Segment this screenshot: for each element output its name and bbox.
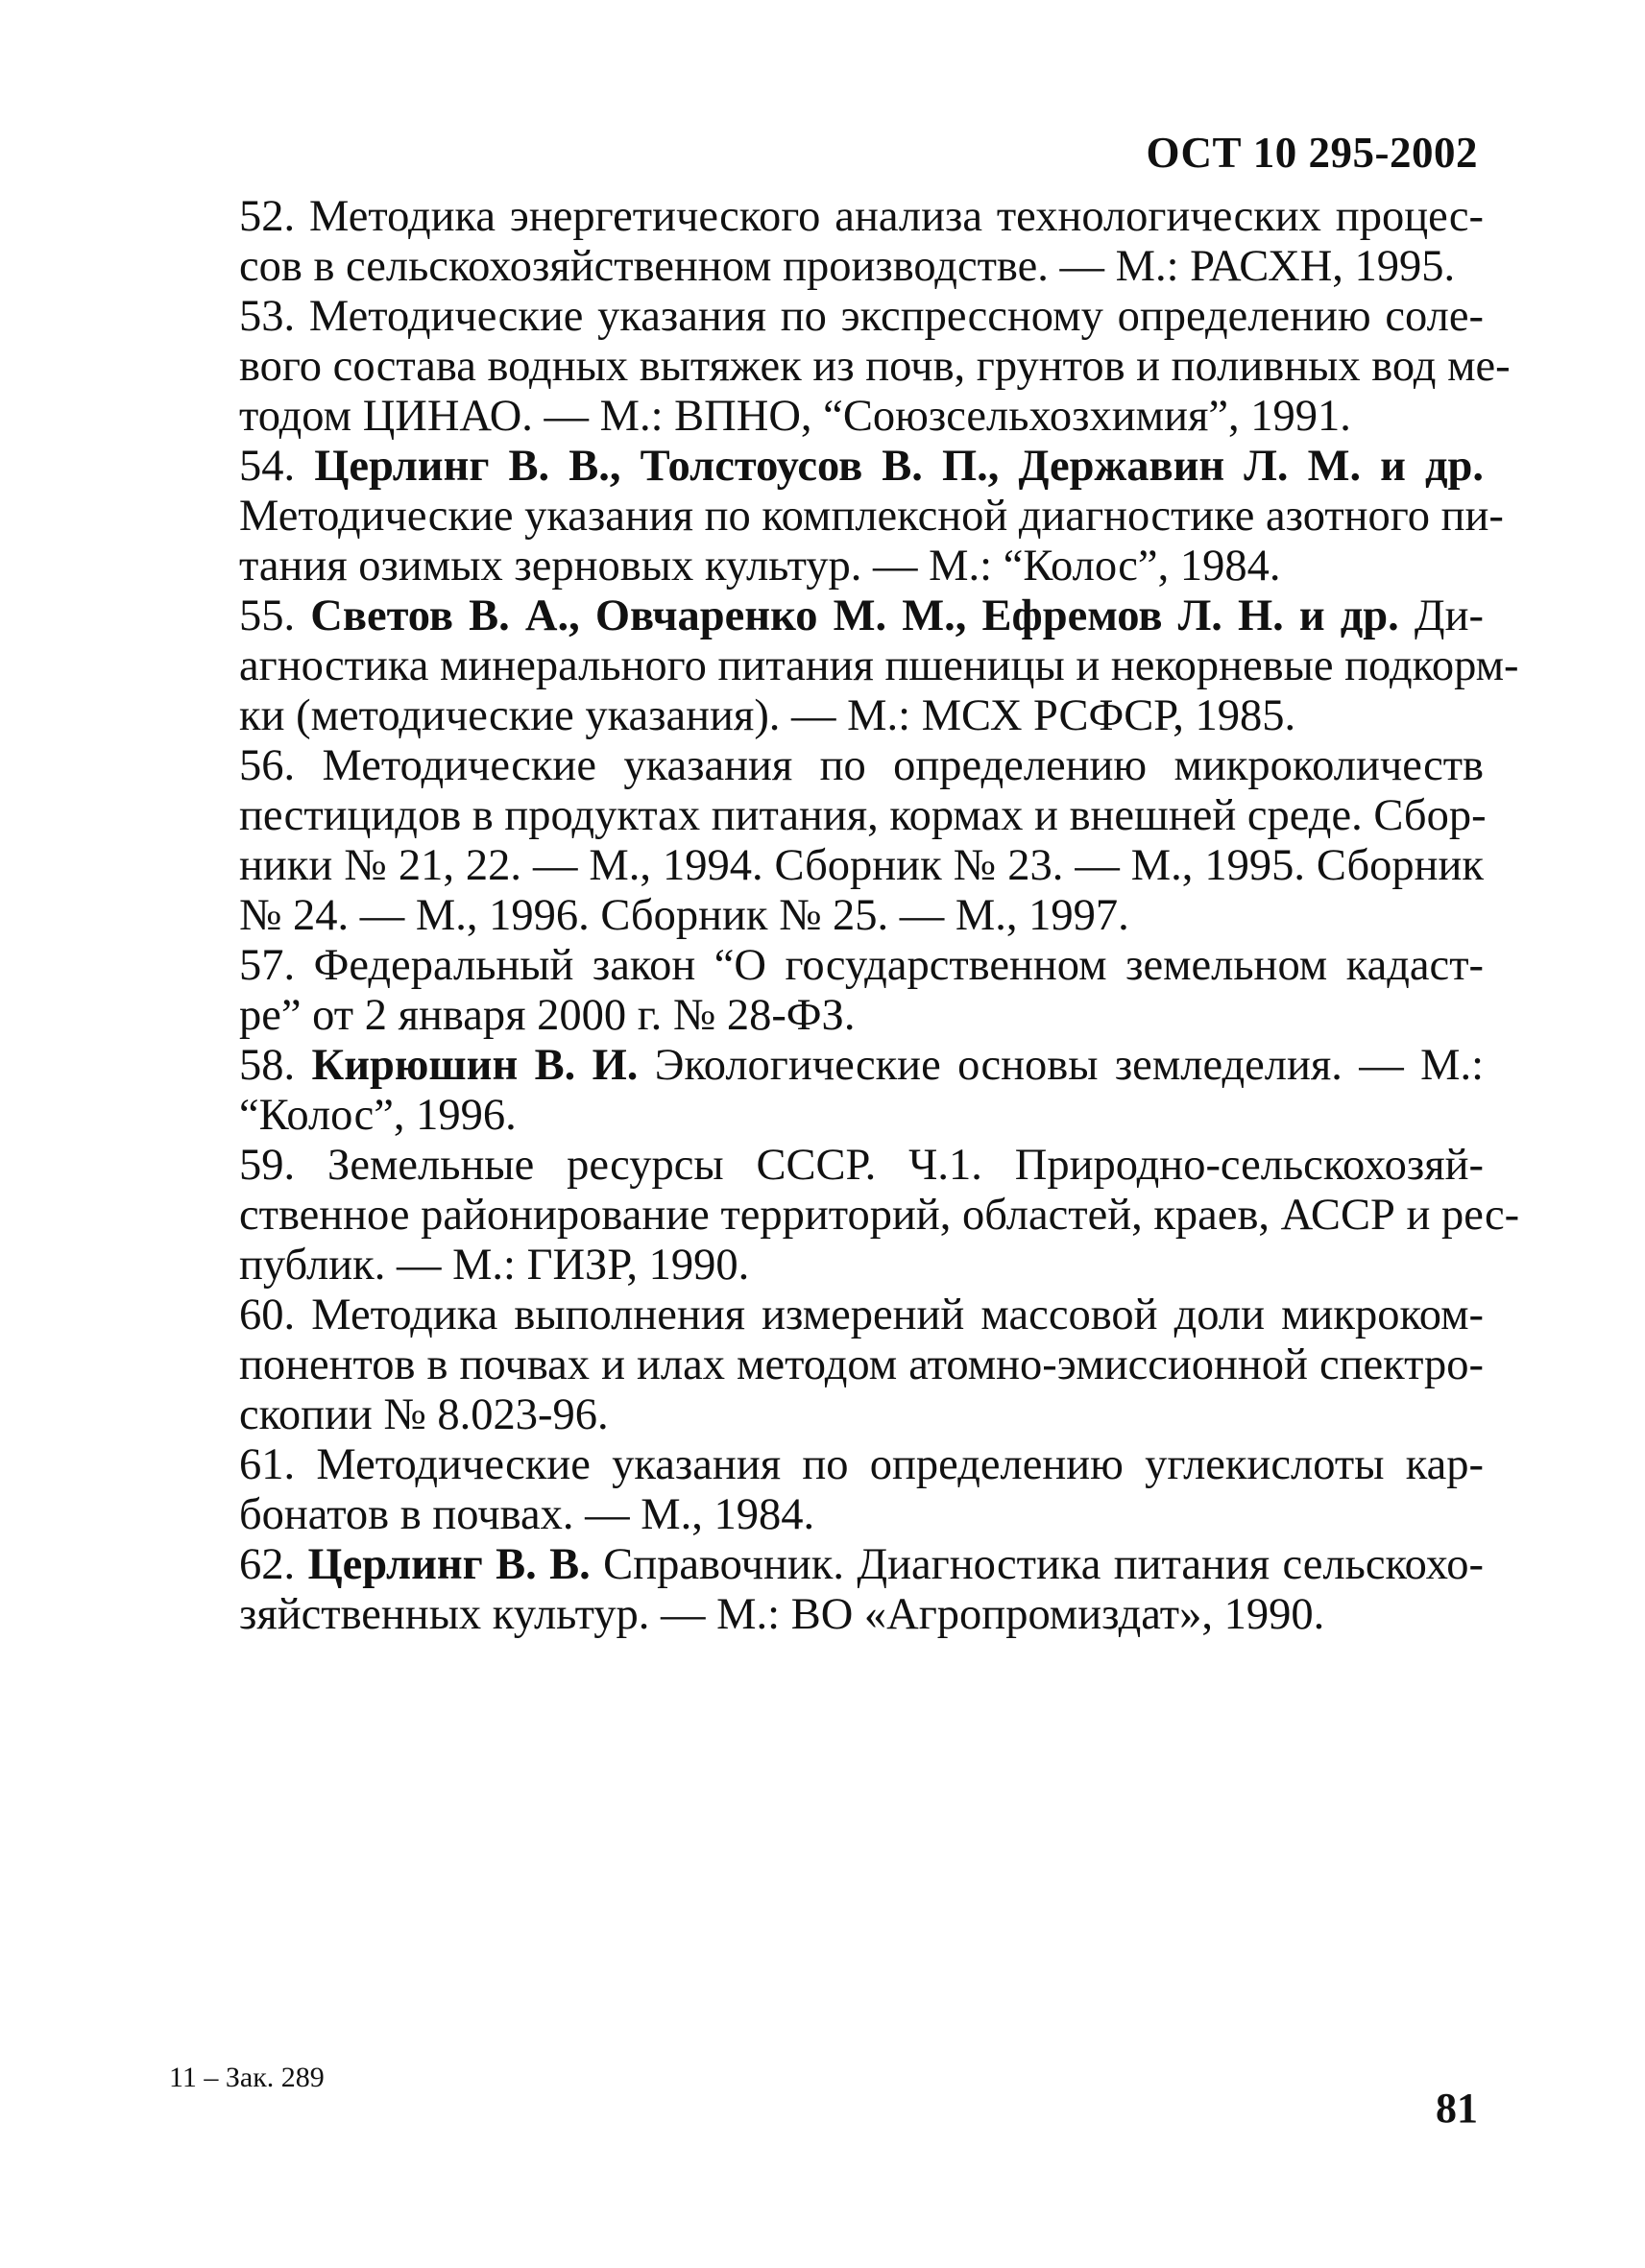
reference-line (239, 641, 1519, 691)
reference-line (239, 442, 1484, 492)
reference-item (239, 1540, 1484, 1640)
reference-item (239, 1141, 1520, 1291)
reference-text: 60. Методика выполнения измерений массовой доли микроком- (239, 1291, 1484, 1339)
reference-text: 52. Методика энергетического анализа технологических процес- (239, 192, 1484, 241)
reference-line (239, 1041, 1484, 1091)
reference-author: Кирюшин В. И. (311, 1041, 639, 1090)
reference-text: ственное районирование территорий, областей, краев, АССР и рес- (239, 1191, 1520, 1240)
reference-item (239, 292, 1511, 442)
reference-author: Церлинг В. В., Толстоусов В. П., Державин Л. М. и др. (314, 442, 1485, 491)
reference-text: зяйственных культур. — М.: ВО «Агропромиздат», 1990. (239, 1590, 1325, 1639)
reference-item (239, 1041, 1484, 1141)
reference-line (239, 841, 1484, 891)
reference-text: вого состава водных вытяжек из почв, грунтов и поливных вод ме- (239, 342, 1511, 391)
reference-text: агностика минерального питания пшеницы и некорневые подкорм- (239, 641, 1519, 690)
reference-text: ре” от 2 января 2000 г. № 28-ФЗ. (239, 991, 856, 1040)
reference-text: Ди- (1398, 591, 1484, 640)
reference-line (239, 1241, 1484, 1291)
reference-line (239, 1540, 1484, 1590)
reference-line (239, 691, 1484, 741)
reference-line (239, 991, 1484, 1041)
document-code-header: ОСТ 10 295-2002 (1146, 129, 1478, 177)
reference-author: Светов В. А., Овчаренко М. М., Ефремов Л. Н. и др. (310, 591, 1399, 640)
reference-line (239, 1191, 1520, 1241)
reference-text: 61. Методические указания по определению углекислоты кар- (239, 1440, 1484, 1489)
reference-text: 62. (239, 1540, 308, 1589)
reference-text: скопии № 8.023-96. (239, 1390, 609, 1439)
reference-text: сов в сельскохозяйственном производстве. — М.: РАСХН, 1995. (239, 242, 1456, 291)
reference-text: 56. Методические указания по определению микроколичеств (239, 741, 1484, 790)
reference-text: 59. Земельные ресурсы СССР. Ч.1. Природно-сельскохозяй- (239, 1141, 1484, 1190)
reference-author: Церлинг В. В. (307, 1540, 591, 1589)
reference-text: № 24. — М., 1996. Сборник № 25. — М., 1997. (239, 891, 1129, 940)
reference-line (239, 1291, 1484, 1340)
reference-item (239, 741, 1487, 941)
reference-text: ники № 21, 22. — М., 1994. Сборник № 23. — М., 1995. Сборник (239, 841, 1484, 890)
reference-item (239, 192, 1484, 292)
reference-line (239, 1141, 1484, 1191)
reference-line (239, 1590, 1484, 1640)
reference-text: 57. Федеральный закон “О государственном земельном кадаст- (239, 941, 1484, 990)
reference-line (239, 292, 1484, 342)
reference-line (239, 791, 1487, 841)
reference-item (239, 1291, 1484, 1440)
reference-line (239, 192, 1484, 242)
reference-text: тания озимых зерновых культур. — М.: “Колос”, 1984. (239, 542, 1281, 591)
reference-text: ки (методические указания). — М.: МСХ РСФСР, 1985. (239, 691, 1296, 740)
reference-line (239, 242, 1484, 292)
reference-line (239, 1340, 1484, 1390)
reference-list (239, 192, 1520, 1640)
reference-line (239, 1390, 1484, 1440)
reference-text: 54. (239, 442, 315, 491)
reference-text: пестицидов в продуктах питания, кормах и внешней среде. Сбор- (239, 791, 1487, 840)
reference-line (239, 1490, 1484, 1540)
reference-line (239, 392, 1484, 442)
order-footnote: 11 – Зак. 289 (169, 2062, 325, 2093)
reference-line (239, 492, 1504, 542)
reference-line (239, 1091, 1484, 1141)
reference-line (239, 891, 1484, 941)
reference-item (239, 442, 1504, 591)
reference-text: “Колос”, 1996. (239, 1091, 517, 1140)
reference-text: бонатов в почвах. — М., 1984. (239, 1490, 815, 1539)
reference-line (239, 741, 1484, 791)
reference-text: 58. (239, 1041, 312, 1090)
reference-line (239, 591, 1484, 641)
reference-item (239, 1440, 1484, 1540)
reference-line (239, 1440, 1484, 1490)
reference-line (239, 342, 1511, 392)
reference-text: тодом ЦИНАО. — М.: ВПНО, “Союзсельхозхимия”, 1991. (239, 392, 1351, 441)
page-number: 81 (1436, 2085, 1478, 2132)
reference-text: Справочник. Диагностика питания сельскохо- (590, 1540, 1484, 1589)
reference-text: Методические указания по комплексной диагностике азотного пи- (239, 492, 1504, 541)
reference-text: 53. Методические указания по экспрессному определению соле- (239, 292, 1484, 341)
reference-line (239, 542, 1484, 591)
reference-item (239, 591, 1519, 741)
reference-text: публик. — М.: ГИЗР, 1990. (239, 1241, 750, 1290)
reference-text: 55. (239, 591, 311, 640)
reference-line (239, 941, 1484, 991)
reference-text: понентов в почвах и илах методом атомно-эмиссионной спектро- (239, 1340, 1484, 1389)
reference-item (239, 941, 1484, 1041)
reference-text: Экологические основы земледелия. — М.: (638, 1041, 1485, 1090)
